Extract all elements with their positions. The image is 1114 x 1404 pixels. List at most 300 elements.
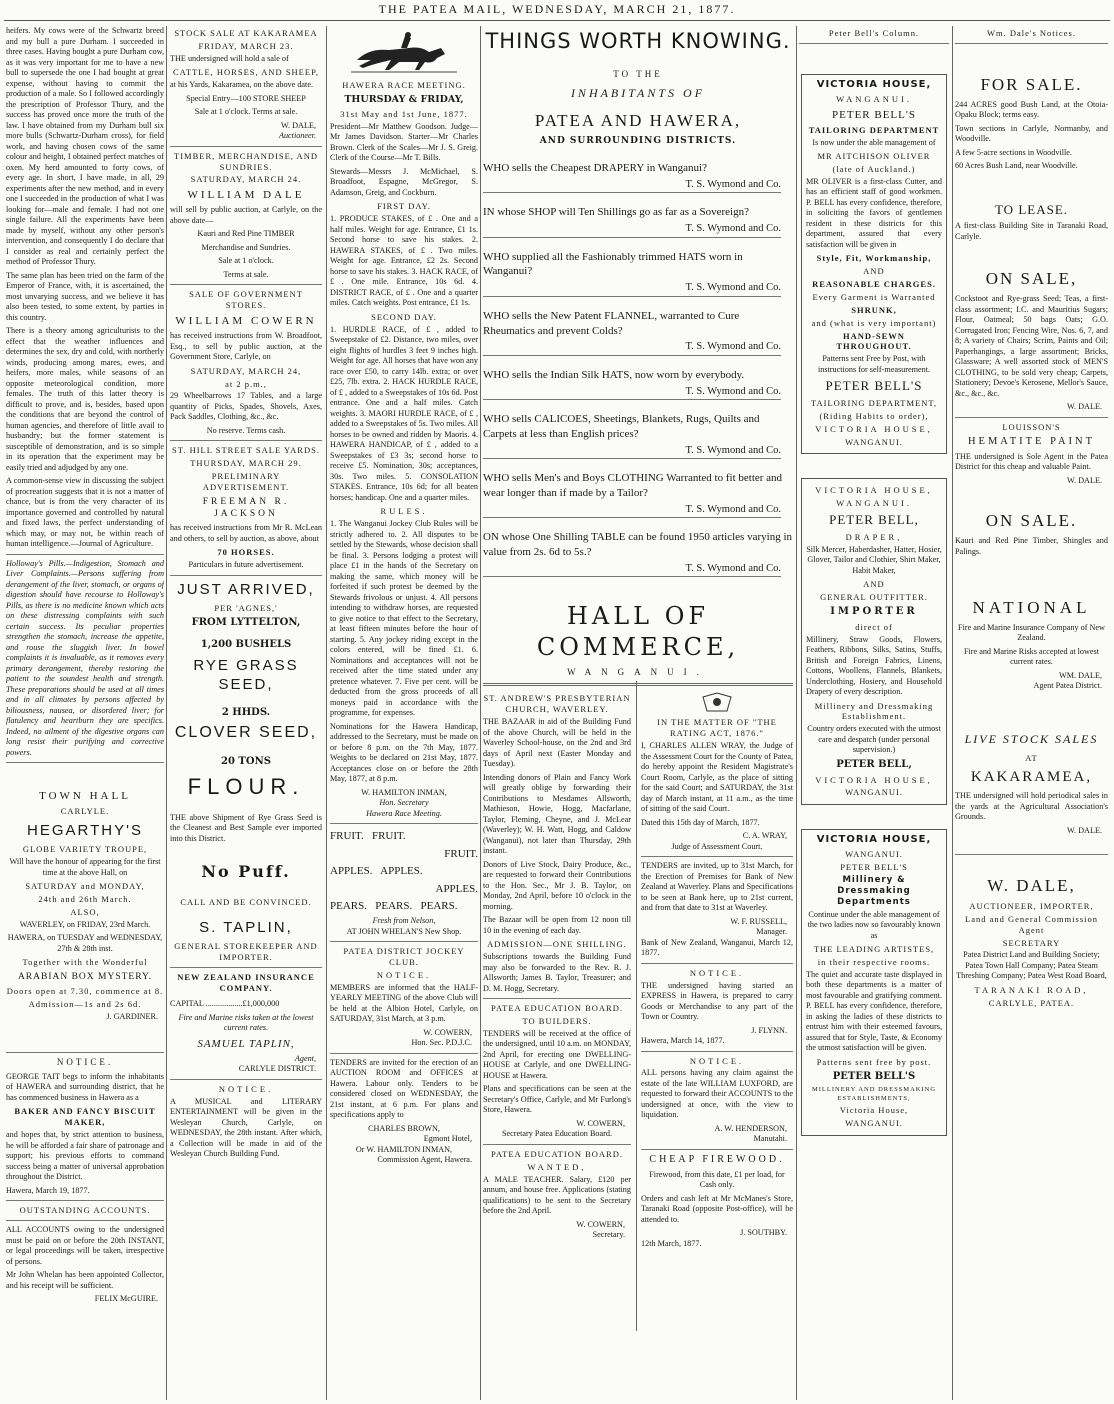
ad-heading: PETER BELL'S (832, 108, 916, 121)
ad-heading: LOUISSON'S (1002, 421, 1061, 432)
ad-heading: HAND-SEWN THROUGHOUT. (836, 330, 912, 352)
ad-text: The Bazaar will be open from 12 noon till 10 in the evening of each day. (483, 915, 631, 935)
inhabitants-label: INHABITANTS OF (570, 86, 706, 101)
column-divider (796, 26, 797, 1400)
divider (799, 43, 949, 44)
date-line: SATURDAY, MARCH 24, (190, 365, 302, 376)
wymond-question: IN whose SHOP will Ten Shillings go as far as a Sovereign? (483, 206, 749, 219)
divider (330, 823, 478, 824)
ad-heading: HEMATITE PAINT (967, 436, 1096, 448)
column-divider (326, 26, 327, 1400)
ad-text: TAILORING DEPARTMENT, (810, 397, 938, 408)
ad-heading: ON SALE. (985, 511, 1078, 531)
ad-text: 12th March, 1877. (641, 1238, 702, 1248)
tait-text: GEORGE TAIT begs to inform the inhabitants of HAWERA and surrounding district, that he has commenced business in Hawera as a (6, 1071, 164, 1102)
wymond-signature: T. S. Wymond and Co. (483, 444, 781, 459)
ad-text: will sell by public auction, at Carlyle, on the above date— (170, 205, 322, 225)
signature: CHARLES BROWN, (368, 1123, 440, 1133)
apples-word: APPLES. (380, 865, 423, 878)
notice-heading: NOTICE. (218, 1083, 274, 1094)
ad-text: Subscriptions towards the Building Fund may also be forwarded to the Rev. R. J. Allsworth; James B. Taylor, Treasurer; and D. M. Hogg, Secretary. (483, 952, 631, 993)
ad-heading: Victoria House, (839, 1105, 909, 1116)
outstanding-heading: OUTSTANDING ACCOUNTS. (19, 1205, 151, 1216)
hawera-date: HAWERA, on TUESDAY and WEDNESDAY, 27th & 28th inst. (7, 933, 163, 953)
ad-text: ALL persons having any claim against the estate of the late WILLIAM LUXFORD, are requested to forward their ACCOUNTS to the undersigned at once, with the view to liquidation. (641, 1068, 793, 1120)
signature-title: Auctioneer. (278, 131, 316, 141)
ad-text: MILLINERY AND DRESSMAKING ESTABLISHMENTS, (811, 1086, 937, 1102)
column-header: Peter Bell's Column. (828, 28, 920, 38)
ad-text: THE undersigned is Sole Agent in the Patea District for this cheap and valuable Paint. (955, 451, 1108, 472)
signature: W. F. RUSSELL, (730, 916, 787, 926)
draper-ad (801, 478, 947, 805)
divider (955, 854, 1108, 855)
ad-heading: REASONABLE CHARGES. (812, 279, 936, 289)
ad-text: Dated this 15th day of March, 1877. (641, 817, 760, 827)
town-hall-heading: TOWN HALL (39, 790, 131, 802)
signature: C. A. WRAY, (742, 831, 787, 841)
ad-text: AND (863, 579, 885, 590)
divider (6, 1200, 164, 1201)
ad-heading: VICTORIA HOUSE, (816, 78, 932, 90)
ad-heading: Millinery & Dressmaking Departments (837, 874, 911, 907)
ad-heading: GENERAL OUTFITTER. (820, 592, 928, 602)
ad-text: AT (1025, 753, 1038, 764)
ad-text: Intending donors of Plain and Fancy Work will greatly oblige by forwarding their Contributions to Mesdames Allsworth, Mathieson, Howie, Hogg, Macfarlane, Taylor, Fleming, Cheyne, and J. McLear (Waverley); W. H. Watt, Hogg, and Caldow (Wanganui), not later than Thursday, 29th instant. (483, 772, 631, 856)
ad-heading: VICTORIA HOUSE, (815, 423, 933, 434)
admission-text: Admission—1s and 2s 6d. (28, 999, 142, 1010)
ad-heading: THURSDAY & FRIDAY, (344, 93, 464, 105)
wymond-signature: T. S. Wymond and Co. (483, 562, 781, 577)
ad-text: The quiet and accurate taste displayed in both these departments is a matter of most favourable and gratifying comment. P. BELL has every confidence, therefore, in asking the ladies of these districts to entrust him with their esteemed favours, assured that for Style, Taste, & Economy the utmost satisfaction will be given. (806, 969, 942, 1053)
divider (641, 1149, 793, 1150)
ad-heading: S. TAPLIN, (199, 918, 293, 936)
signature-title: Judge of Assessment Court. (671, 841, 763, 851)
ad-heading: PATEA DISTRICT JOCKEY CLUB. (343, 946, 465, 967)
divider (170, 575, 322, 576)
wanganui-label: WANGANUI. (567, 666, 709, 677)
ad-heading: W. DALE, (987, 876, 1076, 896)
ad-text: Nominations for the Hawera Handicap, addressed to the Secretary, must be made on or before 8 p.m. on the 7th May, 1877. Weights to be declared on 21st May, 1877. Acceptances close on or before the 28th May, 1877, at 8 p.m. (330, 721, 478, 784)
ad-text: Bank of New Zealand, Wanganui, March 12, 1877. (641, 937, 793, 958)
signature-title: Commission Agent, Hawera. (377, 1155, 472, 1165)
millinery-ad (801, 829, 947, 1135)
ad-text: A MALE TEACHER. Salary, £120 per annum, and house free. Applications (stating qualifications) to be sent to the Secretary before the 2nd April. (483, 1174, 631, 1216)
ad-heading: WANTED, (527, 1161, 587, 1172)
signature: J. FLYNN. (751, 1025, 787, 1035)
ad-text: Every Garment is Warranted (812, 291, 936, 302)
wymond-question: WHO sells the Cheapest DRAPERY in Wanganui? (483, 162, 707, 175)
ad-text: Kauri and Red Pine Timber, Shingles and Palings. (955, 536, 1108, 556)
ad-heading: PETER BELL'S (825, 378, 923, 394)
pears-word: PEARS. (375, 900, 413, 913)
ad-text: MR OLIVER is a first-class Cutter, and has an efficient staff of good workmen. P. BELL has every confidence, therefore, in soliciting the favors of gentlemen resident in these districts for this department, assured that every satisfaction will be given in (806, 176, 942, 249)
signature: W. DALE, (281, 120, 316, 130)
ad-text: Country orders executed with the utmost care and despatch (under personal supervision.) (807, 724, 941, 755)
ad-text: THE undersigned having started an EXPRESS in Hawera, is prepared to carry Goods or Merchandise to any part of the Town or Country. (641, 980, 793, 1022)
wymond-question: ON whose One Shilling TABLE can be found 1950 articles varying in value from 2s. 6d to 5s.? (483, 531, 792, 559)
ad-text: No reserve. Terms cash. (206, 425, 286, 435)
coat-of-arms-icon (697, 691, 737, 715)
ad-text: Terms at sale. (223, 269, 269, 279)
tait-date: Hawera, March 19, 1877. (6, 1185, 90, 1195)
divider (6, 1052, 164, 1053)
ad-text: PER 'AGNES,' (214, 602, 278, 613)
ad-text: Donors of Live Stock, Dairy Produce, &c., are requested to forward their Contributions to the Hon. Sec., Mr J. B. Taylor, on Monday, 2nd April, before 10 o'clock in the morning. (483, 859, 631, 911)
tailoring-ad (801, 74, 947, 455)
divider (6, 554, 164, 555)
ad-heading: PATEA EDUCATION BOARD. (491, 1148, 623, 1159)
ad-heading: RYE GRASS SEED, (193, 657, 299, 694)
ad-text: Sale at 1 o'clock. (218, 256, 274, 266)
ad-heading: IN THE MATTER OF "THE RATING ACT, 1876." (657, 717, 777, 739)
column-4 (483, 26, 793, 1400)
baker-heading: BAKER AND FANCY BISCUIT MAKER, (14, 1106, 156, 1128)
wymond-signature: T. S. Wymond and Co. (483, 178, 781, 193)
signature: J. GARDINER. (106, 1011, 158, 1021)
column-divider (636, 681, 637, 1331)
divider (170, 284, 322, 285)
ad-text: Patterns sent Free by Post, with instructions for self-measurement. (817, 354, 931, 374)
ad-text: Patea District Land and Building Society; Patea Town Hall Company; Patea Steam Threshing Company; Patea West Road Board, (956, 950, 1107, 981)
ad-text: Silk Mercer, Haberdasher, Hatter, Hosier, Glover, Tailor and Clothier, Shirt Maker, Habit Maker, (806, 544, 942, 575)
doors-text: Doors open at 7.30, commence at 8. (6, 986, 164, 997)
date-line: THURSDAY, MARCH 29. (190, 458, 302, 469)
honour-text: Will have the honour of appearing for the first time at the above Hall, on (9, 857, 161, 877)
ad-heading: Style, Fit, Workmanship, (816, 253, 932, 264)
ad-heading: CLOVER SEED, (174, 724, 318, 742)
signature-title: Egmont Hotel, (423, 1134, 472, 1144)
ad-text: Orders and cash left at Mr McManes's Store, Taranaki Road (opposite Post-office), will be attended to. (641, 1193, 793, 1224)
article-paragraph: There is a theory among agriculturists to the effect that the weather influences and determines the sex, dry and cold, with northerly winds, producing among mares, ewes, and heifers, more males, while seasons of an opposite meteorological condition, more females. The truth of this latter theory is difficult to prove, and is, besides, based upon the conditions that are beyond the control of human agencies, and therefore of little avail to husbandry; but the former statement is susceptible of demonstration, and is so simple in its operation that the experiment may be easily tried and adjudged by any one. (6, 326, 164, 472)
ad-heading: FREEMAN R. JACKSON (202, 496, 290, 520)
ad-text: AT JOHN WHELAN'S New Shop. (346, 926, 462, 936)
ad-text: THE undersigned will hold a sale of (170, 53, 289, 63)
column-divider (480, 26, 481, 1400)
notice-heading: NOTICE. (689, 1055, 745, 1066)
ad-text: Firewood, from this date, £1 per load, for Cash only. (649, 1169, 785, 1190)
ad-heading: NEW ZEALAND INSURANCE COMPANY. (177, 971, 315, 993)
fruit-word: FRUIT. (371, 830, 406, 843)
ad-heading: PETER BELL, (836, 758, 912, 770)
ad-text: 60 Acres Bush Land, near Woodville. (955, 161, 1078, 171)
ad-heading: TARANAKI ROAD, (974, 984, 1089, 995)
ad-text: WANGANUI. (845, 849, 903, 860)
ad-heading: NATIONAL (972, 598, 1091, 618)
ad-text: Hawera, March 14, 1877. (641, 1036, 725, 1046)
divider (330, 941, 478, 942)
ad-heading: ST. HILL STREET SALE YARDS. (172, 445, 320, 456)
ad-text: WANGANUI. (836, 93, 912, 104)
ad-heading: 20 TONS (221, 755, 271, 767)
section-heading: SECOND DAY. (371, 311, 437, 322)
ad-text: direct of (855, 621, 893, 632)
ad-text: THE undersigned will hold periodical sales in the yards at the Agricultural Association's Grounds. (955, 791, 1108, 822)
divider (483, 998, 631, 999)
notice-heading: NOTICE. (376, 969, 432, 980)
ad-text: 1. The Wanganui Jockey Club Rules will be strictly adhered to. 2. All disputes to be settled by the Stewards, whose decision shall be final. 3. Persons lodging a protest will place £1 in the hands of the Secretary on making the same, which money will be forfeited if such protest be deemed by the Stewards frivolous or unjust. 4. All persons intending to withdraw horses, are requested to give notice to that effect to the Secretary, at least fifteen minutes before the hour of starting. 5. Any jockey riding except in the colors entered, will be fined £1. 6. Nominations and acceptances will not be received after the time stated under any pretence whatever. 7. Five per cent. will be deducted from the gross proceeds of all moneys paid in accordance with the programme, for expenses. (330, 519, 478, 718)
ad-heading: VICTORIA HOUSE, (815, 485, 933, 496)
ad-text: and (what is very important) (811, 317, 937, 328)
ad-text: A few 5-acre sections in Woodville. (955, 147, 1072, 157)
surrounding-districts: AND SURROUNDING DISTRICTS. (539, 135, 737, 146)
wymond-signature: T. S. Wymond and Co. (483, 385, 781, 400)
ad-text: 1. HURDLE RACE, of £ , added to Sweepstake of £2. Distance, two miles, over eight flights of hurdles 3 feet 9 inches high. Weight for age. All horses that have won any race over £50, to carry 14lb. extra; or over £25, 7lb. extra. 2. HACK HURDLE RACE, of £ , added to a Sweepstakes of 10s 6d. Post entrance. One and a half miles. Catch weights. 3. MAORI HURDLE RACE, of £ , added to a Sweepstakes of 5s. Two miles. All horses to be owned and ridden by Maoris. 4. HAWERA HANDICAP, of £ , added to a Sweepstakes of £3 3s; second horse to receive £5. Nomination, 30s; acceptances, 30s. Two miles. 5. CONSOLATION STAKES. Entrance, 10s 6d; for all beaten horses; handicap. One and a quarter miles. (330, 324, 478, 502)
article-paragraph: A common-sense view in discussing the subject of procreation suggests that it is not a matter of chance, but is from the very character of its importance governed and controlled by natural and fixed laws, the perfect understanding of which may, or may not, be within reach of human intelligence.—Journal of Agriculture. (6, 476, 164, 548)
top-rule (4, 20, 1110, 21)
ad-text: Millinery, Straw Goods, Flowers, Feathers, Ribbons, Silks, Satins, Stuffs, British and Foreign Fabrics, Linens, Cottons, Woollens, Flannels, Blankets, Underclothing, Hosiery, and Household Drapery of every description. (806, 634, 942, 697)
divider (170, 146, 322, 147)
divider (641, 963, 793, 964)
signature: W. DALE. (1067, 475, 1102, 485)
fruit-ad (330, 828, 478, 916)
column-3 (330, 26, 478, 1400)
arabian-heading: ARABIAN BOX MYSTERY. (17, 972, 153, 983)
lower-section (483, 691, 793, 1331)
ad-text: Is now under the able management of (812, 137, 936, 147)
ad-text: in their respective rooms. (817, 956, 931, 967)
wymond-question: WHO sells Men's and Boys CLOTHING Warranted to fit better and wear longer than if made by a Tailor? (483, 472, 783, 500)
ad-heading: LIVE STOCK SALES (964, 731, 1099, 746)
divider (641, 1051, 793, 1052)
ad-text: Particulars in future advertisement. (188, 560, 304, 570)
ad-heading: AUCTIONEER, IMPORTER, (969, 900, 1094, 911)
ad-heading: PETER BELL'S (832, 1070, 916, 1082)
things-worth-knowing-heading: THINGS WORTH KNOWING. (485, 29, 791, 53)
ad-text: President—Mr Matthew Goodson. Judge—Mr James Davidson. Starter—Mr Charles Brown. Clerk of the Scales—Mr J. S. Greig. Clerk of the Course—Mr T. Bills. (330, 121, 478, 163)
ad-text: CALL AND BE CONVINCED. (180, 896, 312, 907)
signature-title: Manutahi. (753, 1134, 787, 1144)
signature-title: Manager. (756, 927, 787, 937)
ad-heading: SHRUNK, (851, 304, 897, 315)
notice-heading: NOTICE. (689, 967, 745, 978)
ad-heading: FROM LYTTELTON, (191, 616, 301, 628)
ad-text: Cockstoot and Rye-grass Seed; Teas, a first-class assortment; I.C. and Mauritius Sugars; Flour, Oatmeal; 50 bags Oats; G.O. Corrugated Iron; Fencing Wire, Nos. 6, 7, and 8; A variety of Chairs; Scrim, Paints and Oil; Paperhangings, a large assortment; Bricks, Glassware; A well assorted stock of MEN'S CLOTHING, to be sold very cheap; Carpets, Stationery; Devoe's Kerosene, Mellor's Sauce, &c., &c., &c. (955, 294, 1108, 398)
article-paragraph: heifers. My cows were of the Schwartz breed and my bull a pure Durham. I succeeded in three cases. Having bought a pure Durham cow, as it was very important for me to have a new bull to supersede the one I had bought at great expense, without having to commit the production of a male. So I followed accordingly the prescription of Professor Thury, and the success has proved once more the truth of the law. I have obtained from my Durham bull six more bulls (Schwartz-Durham cross), for field work, and having chosen cows of the same colour and height, I obtained perfect matches of oxen. My herd amounted to forty cows, of every age. In short, I have made, in all, 29 experiments after the new method, and in every one I succeeded in the production of what I was looking for—male and female. I had not one single failure. All the experiments have been made by myself, without any other person's intervention, and consequently I do declare that I consider as real and certainly perfect the method of Professor Thury. (6, 26, 164, 266)
ad-heading: TAILORING DEPARTMENT (808, 124, 940, 135)
date-line: SATURDAY, MARCH 24. (190, 174, 302, 185)
ad-text: Fresh from Nelson, (372, 916, 436, 925)
ad-heading: JUST ARRIVED, (177, 580, 315, 598)
ad-text: Patterns sent free by post. (816, 1056, 932, 1067)
section-heading: RULES. (380, 506, 428, 517)
ad-text: has received instructions from W. Broadfoot, Esq., to sell by public auction, at the Government Store, Carlyle, on (170, 331, 322, 362)
ad-heading: PETER BELL'S (840, 862, 908, 873)
signature: W. HAMILTON INMAN, (361, 787, 447, 797)
holloway-ad: Holloway's Pills.—Indigestion, Stomach and Liver Complaints.—Persons suffering from derangement of the liver, stomach, or organs of digestion should have recourse to Holloway's Pills, as there is no medicine known which acts on these distressing complaints with such certain success. Its peculiar properties strengthen the stomach, increase the appetite, and rouse the sluggish liver. In bowel complaints it is invaluable, as it removes every primary derangement, thereby restoring the patient to the soundest health and strength. These preparations should be used at all times and in all climates by persons affected by biliousness, nausea, or disordered liver; for flatulency and heartburn they are specifics. Indeed, no ailment of the digestive organs can long resist their purifying and corrective powers. (6, 558, 164, 757)
ad-text: (Riding Habits to order), (819, 410, 929, 421)
ad-heading: WILLIAM COWERN (175, 315, 317, 328)
ad-text: Stewards—Messrs J. McMichael, S. Broadfoot, Espagne, McGregor, S. Adamson, Greig, and Cockburn. (330, 166, 478, 197)
apples-word: APPLES. (435, 882, 478, 895)
tait-hopes: and hopes that, by strict attention to business, he will be afforded a fair share of patronage and support; his previous efforts to command success being a matter of universal approbation throughout the District. (6, 1130, 164, 1182)
divider (170, 440, 322, 441)
subcolumn-right (641, 691, 793, 1252)
ad-heading: PRELIMINARY ADVERTISEMENT. (202, 471, 290, 493)
signature-title: Hon. Secretary (379, 798, 429, 808)
ad-heading: 1,200 BUSHELS (200, 639, 292, 651)
signature-title: CARLYLE DISTRICT. (238, 1064, 316, 1074)
dates-line: 24th and 26th March. (38, 893, 132, 904)
ad-heading: VICTORIA HOUSE, (815, 774, 933, 785)
notice-heading: NOTICE. (56, 1057, 114, 1068)
ad-text: (late of Auckland.) (832, 163, 916, 174)
ad-text: WANGANUI. (845, 787, 903, 798)
apples-word: APPLES. (330, 865, 373, 878)
ad-heading: Millinery and Dressmaking Establishment. (814, 700, 934, 722)
column-header: Wm. Dale's Notices. (987, 28, 1076, 38)
ad-text: at his Yards, Kakaramea, on the above date. (170, 80, 314, 90)
signature-title: Agent Patea District. (1033, 681, 1102, 691)
ad-text: DRAPER, (845, 531, 903, 542)
ad-text: MEMBERS are informed that the HALF-YEARLY MEETING of the above Club will be held at the Albion Hotel, Carlyle, on SATURDAY, 31st March, at 3 p.m. (330, 982, 478, 1024)
ad-text: GENERAL STOREKEEPER AND IMPORTER. (174, 940, 318, 962)
divider (330, 1053, 478, 1054)
divider (170, 967, 322, 968)
ad-heading: KAKARAMEA, (970, 769, 1093, 786)
ad-heading: MR AITCHISON OLIVER (817, 151, 931, 161)
signature: A. W. HENDERSON, (714, 1123, 787, 1133)
together-text: Together with the Wonderful (22, 957, 148, 968)
ad-text: THE above Shipment of Rye Grass Seed is the Cleanest and Best Sample ever imported into this District. (170, 812, 322, 843)
subcolumn-left (483, 691, 631, 1240)
ad-heading: CHEAP FIREWOOD. (649, 1153, 785, 1165)
divider (6, 762, 164, 763)
whelan-text: Mr John Whelan has been appointed Collector, and his receipt will be sufficient. (6, 1270, 164, 1290)
signature: SAMUEL TAPLIN, (197, 1037, 295, 1050)
ad-text: 244 ACRES good Bush Land, at the Otoia-Opaku Block; terms easy. (955, 99, 1108, 120)
wymond-question: WHO sells the Indian Silk HATS, now worn by everybody. (483, 368, 745, 381)
ad-heading: PETER BELL, (829, 512, 919, 528)
ad-heading: ADMISSION—ONE SHILLING. (487, 939, 627, 950)
ad-text: Kauri and Red Pine TIMBER (197, 229, 295, 239)
divider (483, 1144, 631, 1145)
ad-text: TENDERS will be received at the office of the undersigned, until 10 a.m. on MONDAY, 2nd April, for erecting one DWELLING-HOUSE at Carlyle, and one DWELLING-HOUSE at Hawera. (483, 1028, 631, 1080)
ad-text: Merchandise and Sundries. (201, 242, 291, 252)
ad-text: Fire and Marine risks taken at the lowest current rates. (178, 1012, 314, 1033)
masthead: THE PATEA MAIL, WEDNESDAY, MARCH 21, 1877. (378, 2, 736, 16)
ad-text: THE BAZAAR in aid of the Building Fund of the above Church, will be held in the Waverley School-house, on the 2nd and 3rd days of April next (Easter Monday and Tuesday). (483, 717, 631, 769)
signature: W. DALE. (1067, 402, 1102, 411)
ad-text: Special Entry—100 STORE SHEEP (186, 93, 306, 103)
ad-heading: IMPORTER (830, 605, 918, 617)
ad-heading: 2 HHDS. (221, 706, 271, 718)
ad-heading: SALE OF GOVERNMENT STORES. (189, 289, 303, 311)
column-1 (6, 26, 164, 1400)
accounts-text: ALL ACCOUNTS owing to the undersigned must be paid on or before the 20th INSTANT, or legal proceedings will be taken, irrespective of persons. (6, 1225, 164, 1266)
wymond-signature: T. S. Wymond and Co. (483, 281, 781, 296)
ad-text: Fire and Marine Insurance Company of New Zealand. (958, 622, 1105, 643)
ad-heading: FOR SALE. (980, 74, 1083, 94)
ad-text: Continue under the able management of the two ladies now so favourably known as (807, 909, 941, 940)
wymond-signature: T. S. Wymond and Co. (483, 340, 781, 355)
column-5 (799, 26, 949, 1400)
date-line: FRIDAY, MARCH 23. (198, 40, 294, 51)
date-line: at 2 p.m., (225, 378, 267, 389)
ad-heading: TIMBER, MERCHANDISE, AND SUNDRIES. (174, 150, 318, 172)
wymond-question: WHO sells the New Patent FLANNEL, warranted to Cure Rheumatics and prevent Colds? (483, 309, 740, 337)
wymond-question: WHO sells CALICOES, Sheetings, Blankets, Rugs, Quilts and Carpets at less than English prices? (483, 413, 760, 440)
ad-heading: CATTLE, HORSES, AND SHEEP, (173, 67, 319, 78)
signature-title: Secretary. (592, 1230, 625, 1240)
section-heading: FIRST DAY. (377, 201, 431, 212)
signature-title: Hawera Race Meeting. (366, 808, 442, 818)
ad-text: 1. PRODUCE STAKES, of £ . One and a half miles. Weight for age. Entrance, £1 1s. Second horse to save his stakes. 2. HAWERA STAKES, of £ . Two miles. Weight for age. Entrance, £2 2s. Second horse to save his stakes. 3. HACK RACE, of £ . One mile. Entrance, 10s 6d. 4. DISTRICT RACE, of £ . One and a quarter miles. Catch weights. Post entrance, £1 1s. (330, 214, 478, 308)
fruit-word: FRUIT. (444, 847, 478, 860)
signature: W. COWERN, (576, 1219, 625, 1229)
divider (6, 1220, 164, 1221)
wymond-signature: T. S. Wymond and Co. (483, 222, 781, 237)
divider (955, 43, 1108, 44)
article-paragraph: The same plan has been tried on the farm of the Emperor of France, with, it is ascertained, the most unvarying success, and we believe it has also been tested, to some extent, by parties in this country. (6, 270, 164, 322)
racehorse-illustration (349, 30, 459, 76)
wymond-signature: T. S. Wymond and Co. (483, 503, 781, 518)
ad-text: WANGANUI. (836, 498, 912, 509)
waverley-date: WAVERLEY, on FRIDAY, 23rd March. (19, 919, 151, 929)
ad-text: I, CHARLES ALLEN WRAY, the Judge of the Assessment Court for the County of Patea, do hereby appoint the Resident Magistrate's Court Room, Carlyle, as the place of sitting for the said Court; and SATURDAY, the 31st day of March instant, at 11 a.m., as the time of sitting of the said Court. (641, 741, 793, 814)
signature: FELIX McGUIRE. (94, 1294, 158, 1304)
divider (955, 417, 1108, 418)
ad-heading: HAWERA RACE MEETING. (342, 80, 466, 90)
ad-text: Sale at 1 o'clock. Terms at sale. (194, 107, 298, 117)
ad-heading: TO BUILDERS. (522, 1015, 592, 1026)
hall-of-commerce-heading: HALL OF COMMERCE, (536, 602, 740, 662)
ad-heading: FLOUR. (187, 773, 305, 799)
ad-text: has received instructions from Mr R. McLean and others, to sell by auction, as above, about (170, 523, 322, 543)
ad-text: TENDERS are invited, up to 31st March, for the Erection of Premises for Bank of New Zealand at Waverley. Plans and Specifications to be seen at Bank here, up to 21st current, and from that date to 31st at Waverley. (641, 861, 793, 913)
signature-title: Agent, (294, 1053, 316, 1063)
signature: J. SOUTHBY. (740, 1228, 787, 1238)
signature: W. COWERN, (576, 1118, 625, 1128)
ad-text: A first-class Building Site in Taranaki Road, Carlyle. (955, 221, 1108, 241)
ad-heading: ST. ANDREW'S PRESBYTERIAN CHURCH, WAVERLEY. (483, 693, 631, 715)
also-label: ALSO, (70, 906, 100, 917)
pears-word: PEARS. (330, 900, 367, 913)
ad-heading: 70 HORSES. (217, 547, 275, 558)
ad-heading: THE LEADING ARTISTES, (813, 944, 935, 955)
patea-hawera-heading: PATEA AND HAWERA, (534, 110, 742, 130)
ad-text: A MUSICAL and LITERARY ENTERTAINMENT will be given in the Wesleyan Church, Carlyle, on WEDNESDAY, the 28th instant. After which, a Collection will be made in aid of the Wesleyan Church Building Fund. (170, 1096, 322, 1159)
stock-sale-heading: STOCK SALE AT KAKARAMEA (174, 28, 318, 38)
ad-text: 29 Wheelbarrows 17 Tables, and a large quantity of Picks, Spades, Shovels, Axes, Pack Saddles, Clothing, &c., &c. (170, 391, 322, 422)
signature: WM. DALE, (1059, 670, 1102, 680)
carlyle-label: CARLYLE. (60, 806, 110, 817)
ad-text: AND (863, 266, 885, 277)
ad-text: CAPITAL ..................£1,000,000 (170, 999, 280, 1009)
divider (483, 683, 793, 686)
divider (641, 856, 793, 857)
date-line: 31st May and 1st June, 1877. (340, 109, 468, 120)
column-divider (952, 26, 953, 1400)
signature-title: Hon. Sec. P.D.J.C. (411, 1038, 472, 1048)
signature-title: Secretary Patea Education Board. (501, 1129, 613, 1139)
signature: W. DALE. (1067, 825, 1102, 835)
ad-text: Fire and Marine Risks accepted at lowest current rates. (963, 646, 1100, 667)
wymond-question: WHO supplied all the Fashionably trimmed HATS worn in Wanganui? (483, 250, 743, 278)
ad-text: WANGANUI. (845, 1117, 903, 1128)
ad-heading: ON SALE, (985, 269, 1078, 289)
column-2 (170, 26, 322, 1400)
pears-word: PEARS. (420, 900, 458, 913)
ad-heading: TO LEASE. (994, 201, 1069, 217)
fruit-word: FRUIT. (330, 830, 364, 843)
ad-text: Plans and specifications can be seen at the Secretary's Office, Carlyle, and Mr Furlong's Store, Hawera. (483, 1084, 631, 1115)
ad-text: TENDERS are invited for the erection of an AUCTION ROOM and OFFICES at Hawera. Labour only. Tenders to be considered closed on WEDNESDAY, the 21st instant, at 6 p.m. For plans and specifications apply to (330, 1057, 478, 1120)
signature: W. COWERN, (423, 1027, 472, 1037)
ad-heading: SECRETARY (1002, 937, 1061, 948)
hegarthy-heading: HEGARTHY'S (27, 821, 143, 839)
ad-heading: WILLIAM DALE (187, 189, 305, 202)
dates-line: SATURDAY and MONDAY, (25, 881, 145, 892)
